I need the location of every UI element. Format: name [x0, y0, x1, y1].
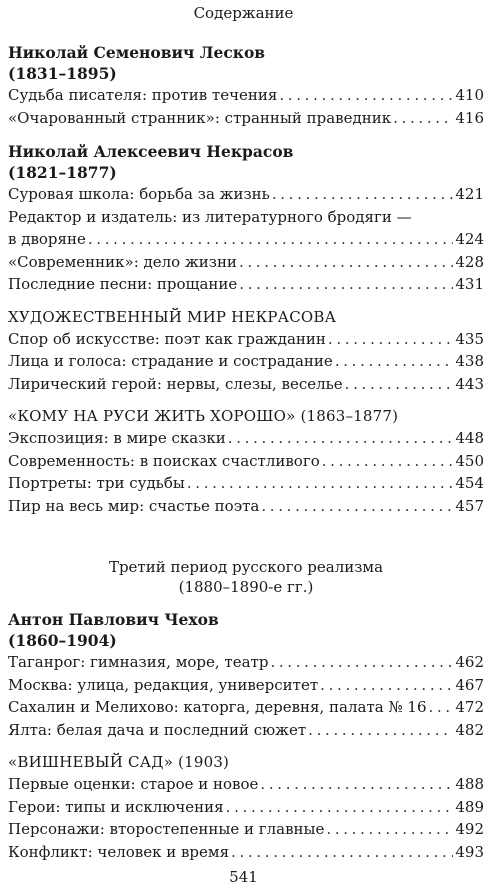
dot-leader — [429, 696, 454, 719]
dot-leader — [239, 273, 453, 296]
entry-title: Сахалин и Мелихово: каторга, деревня, палата № 16 — [8, 698, 427, 716]
entry-page: 428 — [455, 252, 484, 271]
entry-page: 493 — [455, 842, 484, 861]
dot-leader — [226, 796, 454, 819]
dot-leader — [239, 251, 453, 274]
author-years: (1821–1877) — [8, 163, 117, 182]
toc-entry — [8, 696, 484, 719]
dot-leader — [261, 495, 453, 518]
entry-title: Экспозиция: в мире сказки — [8, 429, 226, 447]
entry-title: Ялта: белая дача и последний сюжет — [8, 720, 307, 739]
toc-entry — [8, 328, 484, 351]
entry-title: в дворяне — [8, 230, 86, 248]
entry-page: 421 — [455, 185, 484, 203]
dot-leader — [187, 472, 454, 495]
entry-title: Лица и голоса: страдание и сострадание — [8, 352, 333, 370]
entry-title: Суровая школа: борьба за жизнь — [8, 185, 270, 203]
dot-leader — [393, 107, 453, 130]
dot-leader — [270, 651, 453, 674]
toc-entry — [8, 818, 484, 841]
toc-entry — [8, 183, 484, 206]
entry-title: Таганрог: гимназия, море, театр — [8, 653, 269, 671]
entry-page: 489 — [455, 797, 484, 816]
entry-title: Последние песни: прощание — [8, 275, 238, 293]
toc-entry — [8, 228, 484, 251]
dot-leader — [345, 373, 454, 396]
dot-leader — [320, 674, 453, 697]
toc-entry — [8, 674, 484, 697]
toc-entry — [8, 373, 484, 396]
entry-title: Судьба писателя: против течения — [8, 86, 278, 104]
dot-leader — [260, 773, 453, 796]
entry-page: 424 — [455, 230, 484, 248]
entry-title: Персонажи: второстепенные и главные — [8, 820, 325, 838]
section-cherry-orchard — [8, 751, 484, 863]
period-heading — [8, 557, 484, 597]
toc-entry — [8, 841, 484, 864]
section-nekrasov-world — [8, 306, 484, 396]
period-title: Третий период русского реализма — [108, 558, 384, 576]
entry-page: 443 — [455, 374, 484, 393]
toc-entry — [8, 273, 484, 296]
dot-leader — [308, 719, 453, 742]
toc-entry — [8, 651, 484, 674]
dot-leader — [228, 427, 454, 450]
entry-page: 472 — [455, 698, 484, 716]
toc-entry — [8, 773, 484, 796]
entry-page: 431 — [455, 275, 484, 293]
toc-entry — [8, 427, 484, 450]
toc-entry — [8, 251, 484, 274]
entry-page: 448 — [455, 429, 484, 447]
table-of-contents — [8, 42, 484, 863]
section-komu-na-rusi — [8, 405, 484, 517]
entry-page: 416 — [455, 108, 484, 127]
entry-page: 482 — [455, 720, 484, 739]
page-number: 541 — [229, 868, 258, 886]
author-name: Антон Павлович Чехов — [8, 610, 219, 629]
entry-title: «Очарованный странник»: странный праведник — [8, 108, 392, 127]
dot-leader — [326, 818, 453, 841]
toc-entry — [8, 472, 484, 495]
section-nekrasov — [8, 141, 484, 296]
toc-entry — [8, 107, 484, 130]
dot-leader — [272, 183, 454, 206]
entry-title: Пир на весь мир: счастье поэта — [8, 496, 260, 515]
entry-title: Портреты: три судьбы — [8, 474, 185, 492]
section-heading: «ВИШНЕВЫЙ САД» (1903) — [8, 753, 230, 771]
author-name: Николай Семенович Лесков — [8, 43, 266, 62]
dot-leader — [231, 841, 453, 864]
entry-title: Лирический герой: нервы, слезы, веселье — [8, 374, 343, 393]
toc-entry — [8, 84, 484, 107]
author-years: (1860–1904) — [8, 631, 117, 650]
toc-entry — [8, 495, 484, 518]
author-name: Николай Алексеевич Некрасов — [8, 142, 294, 161]
dot-leader — [322, 450, 454, 473]
entry-page: 488 — [455, 775, 484, 793]
entry-page: 467 — [455, 675, 484, 694]
entry-title-line1: Редактор и издатель: из литературного бродяги — — [8, 207, 412, 226]
section-heading: «КОМУ НА РУСИ ЖИТЬ ХОРОШО» (1863–1877) — [8, 407, 399, 425]
period-years: (1880–1890-е гг.) — [178, 578, 314, 596]
entry-page: 450 — [455, 451, 484, 470]
dot-leader — [88, 228, 453, 251]
section-leskov — [8, 42, 484, 129]
entry-title: «Современник»: дело жизни — [8, 252, 237, 271]
entry-page: 438 — [455, 352, 484, 370]
entry-title: Современность: в поисках счастливого — [8, 451, 320, 470]
entry-page: 454 — [455, 474, 484, 492]
entry-page: 492 — [455, 820, 484, 838]
section-heading: ХУДОЖЕСТВЕННЫЙ МИР НЕКРАСОВА — [8, 307, 337, 326]
entry-page: 457 — [455, 496, 484, 515]
entry-title: Конфликт: человек и время — [8, 842, 230, 861]
toc-entry — [8, 796, 484, 819]
entry-page: 435 — [455, 329, 484, 348]
running-title: Содержание — [193, 4, 294, 22]
section-chekhov — [8, 609, 484, 741]
entry-page: 410 — [455, 86, 484, 104]
entry-page: 462 — [455, 653, 484, 671]
toc-entry — [8, 450, 484, 473]
entry-title: Спор об искусстве: поэт как гражданин — [8, 329, 326, 348]
dot-leader — [328, 328, 453, 351]
toc-entry — [8, 719, 484, 742]
entry-title: Москва: улица, редакция, университет — [8, 675, 319, 694]
entry-title: Первые оценки: старое и новое — [8, 775, 259, 793]
toc-entry — [8, 350, 484, 373]
entry-title: Герои: типы и исключения — [8, 797, 224, 816]
author-years: (1831–1895) — [8, 64, 117, 83]
dot-leader — [335, 350, 454, 373]
dot-leader — [279, 84, 453, 107]
